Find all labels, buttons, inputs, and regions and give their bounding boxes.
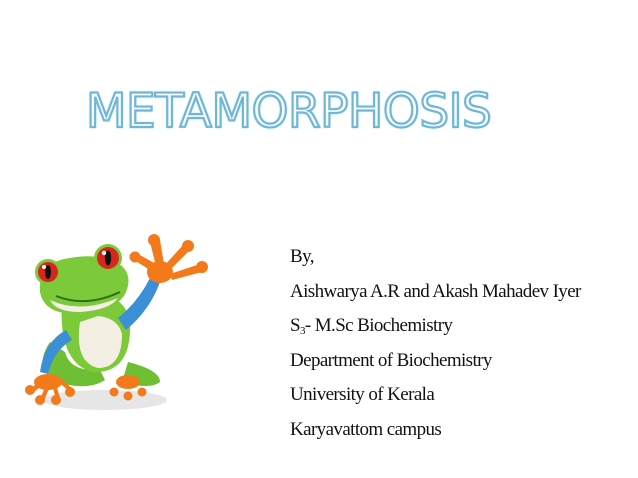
byline: By, bbox=[290, 246, 314, 267]
credits-list bbox=[290, 244, 581, 452]
semester-rest: - M.Sc Biochemistry bbox=[304, 315, 453, 337]
university: University of Kerala bbox=[290, 384, 435, 406]
department: Department of Biochemistry bbox=[290, 349, 492, 371]
campus: Karyavattom campus bbox=[290, 418, 442, 440]
semester-number: 3 bbox=[299, 325, 305, 338]
semester bbox=[290, 313, 581, 348]
slide-title: METAMORPHOSIS bbox=[86, 84, 492, 139]
authors: Aishwarya A.R and Akash Mahadev Iyer bbox=[290, 280, 581, 302]
tree-frog-icon bbox=[10, 222, 230, 432]
semester-prefix: S bbox=[290, 315, 300, 337]
